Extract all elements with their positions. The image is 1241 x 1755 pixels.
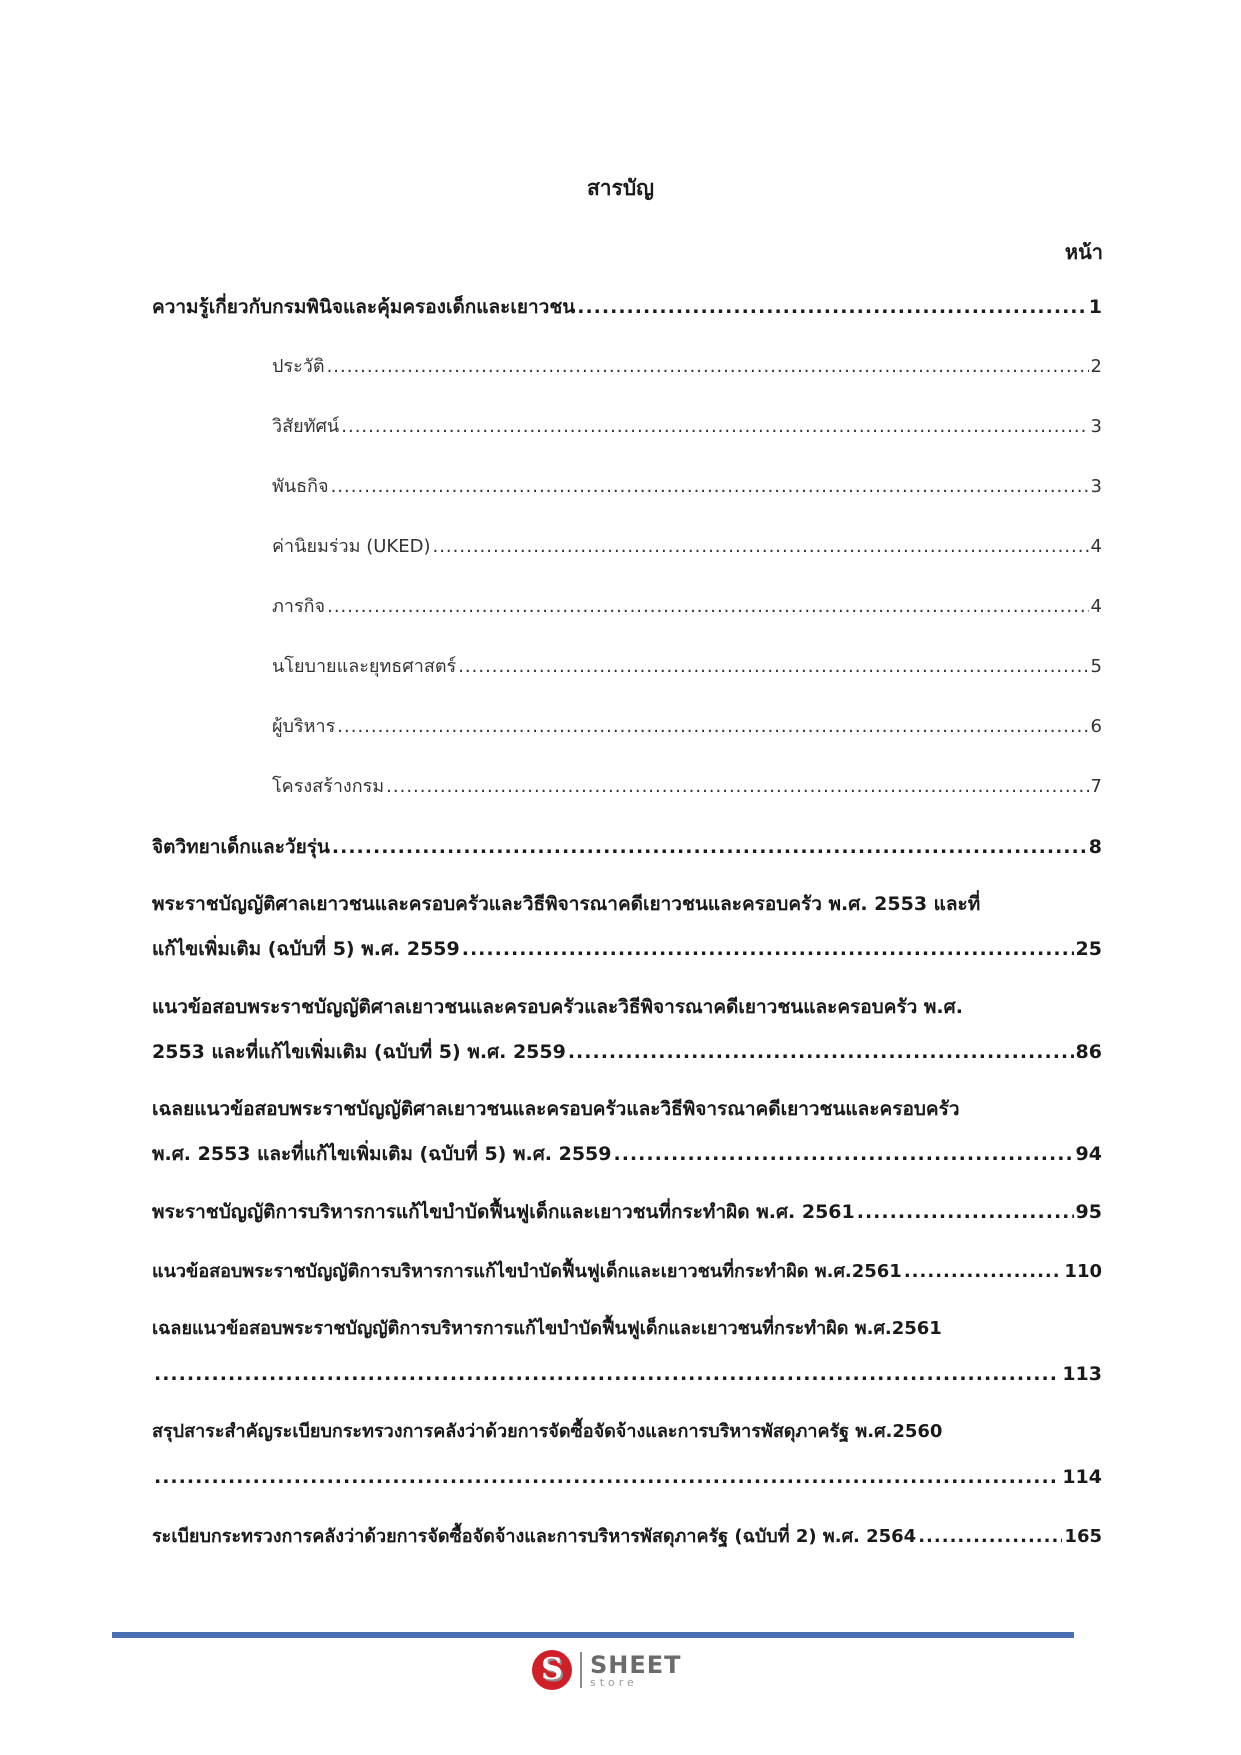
toc-entry-line1[interactable]: เฉลยแนวข้อสอบพระราชบัญญัติศาลเยาวชนและครอบครัวและวิธีพิจารณาคดีเยาวชนและครอบครัว: [152, 1098, 960, 1120]
toc-entry[interactable]: [152, 1142, 1102, 1166]
toc-entry-text: ประวัติ: [272, 356, 325, 377]
toc-entry-page: 5: [1090, 656, 1102, 677]
toc-subentry[interactable]: [272, 655, 1102, 679]
toc-entry[interactable]: [152, 1200, 1102, 1224]
logo-subword: store: [590, 1675, 638, 1689]
toc-entry[interactable]: [152, 1040, 1102, 1064]
toc-subentry[interactable]: [272, 415, 1102, 439]
toc-entry-page: 113: [1062, 1363, 1102, 1385]
toc-entry-text: นโยบายและยุทธศาสตร์: [272, 656, 457, 677]
toc-entry-text: จิตวิทยาเด็กและวัยรุ่น: [152, 836, 330, 858]
toc-entry-text: ความรู้เกี่ยวกับกรมพินิจและคุ้มครองเด็กและเยาวชน: [152, 296, 576, 318]
toc-entry-text: พันธกิจ: [272, 476, 329, 497]
dot-leader: [154, 1362, 1060, 1386]
toc-entry-page: 95: [1075, 1201, 1102, 1223]
toc-entry-line1[interactable]: เฉลยแนวข้อสอบพระราชบัญญัติการบริหารการแก้ไขบำบัดฟื้นฟูเด็กและเยาวชนที่กระทำผิด พ.ศ.2561: [152, 1318, 942, 1339]
toc-entry-page: 165: [1064, 1526, 1102, 1547]
dot-leader: [857, 1200, 1074, 1224]
dot-leader: [327, 595, 1088, 619]
toc-subentry[interactable]: [272, 595, 1102, 619]
logo-word: SHEET: [590, 1650, 682, 1679]
toc-entry-line1[interactable]: แนวข้อสอบพระราชบัญญัติศาลเยาวชนและครอบครัวและวิธีพิจารณาคดีเยาวชนและครอบครัว พ.ศ.: [152, 996, 963, 1018]
toc-entry-line1[interactable]: สรุปสาระสำคัญระเบียบกระทรวงการคลังว่าด้วยการจัดซื้อจัดจ้างและการบริหารพัสดุภาครัฐ พ.ศ.2560: [152, 1421, 943, 1442]
toc-entry-page: 94: [1075, 1143, 1102, 1165]
toc-entry-text: พระราชบัญญัติการบริหารการแก้ไขบำบัดฟื้นฟูเด็กและเยาวชนที่กระทำผิด พ.ศ. 2561: [152, 1201, 855, 1223]
toc-entry[interactable]: [152, 937, 1102, 961]
toc-subentry[interactable]: [272, 355, 1102, 379]
toc-subentry[interactable]: [272, 775, 1102, 799]
toc-entry-page: 3: [1090, 476, 1102, 497]
toc-entry-text: ค่านิยมร่วม (UKED): [272, 536, 431, 557]
toc-title: สารบัญ: [586, 176, 655, 200]
dot-leader: [331, 475, 1089, 499]
toc-subentry[interactable]: [272, 475, 1102, 499]
dot-leader: [458, 655, 1088, 679]
dot-leader: [613, 1142, 1073, 1166]
toc-entry-page: 4: [1090, 596, 1102, 617]
toc-entry-page: 3: [1090, 416, 1102, 437]
toc-entry-page: 110: [1064, 1261, 1102, 1282]
toc-entry[interactable]: [152, 295, 1102, 319]
logo-divider: [580, 1652, 582, 1688]
toc-entry-text: 2553 และที่แก้ไขเพิ่มเติม (ฉบับที่ 5) พ.ศ. 2559: [152, 1041, 566, 1063]
toc-entry-page: 114: [1062, 1466, 1102, 1488]
toc-entry-text: วิสัยทัศน์: [272, 416, 340, 437]
toc-entry-text: แก้ไขเพิ่มเติม (ฉบับที่ 5) พ.ศ. 2559: [152, 938, 460, 960]
dot-leader: [332, 835, 1087, 859]
toc-entry-text: ระเบียบกระทรวงการคลังว่าด้วยการจัดซื้อจัดจ้างและการบริหารพัสดุภาครัฐ (ฉบับที่ 2) พ.ศ. 2564: [152, 1526, 917, 1547]
footer-rule: [112, 1632, 1074, 1638]
logo-s-icon: S: [532, 1650, 572, 1690]
toc-entry[interactable]: [152, 1525, 1102, 1549]
page-column-label: หน้า: [1064, 240, 1103, 264]
toc-entry-page: 86: [1075, 1041, 1102, 1063]
toc-entry[interactable]: [152, 1260, 1102, 1284]
toc-entry-page: 6: [1090, 716, 1102, 737]
toc-entry-text: แนวข้อสอบพระราชบัญญัติการบริหารการแก้ไขบำบัดฟื้นฟูเด็กและเยาวชนที่กระทำผิด พ.ศ.2561: [152, 1261, 902, 1282]
toc-entry-text: พ.ศ. 2553 และที่แก้ไขเพิ่มเติม (ฉบับที่ 5) พ.ศ. 2559: [152, 1143, 612, 1165]
toc-entry-page: 25: [1075, 938, 1102, 960]
dot-leader: [904, 1260, 1063, 1284]
toc-entry-text: ภารกิจ: [272, 596, 326, 617]
toc-entry-page: 8: [1088, 836, 1102, 858]
toc-subentry[interactable]: [272, 715, 1102, 739]
dot-leader: [568, 1040, 1074, 1064]
toc-entry[interactable]: [152, 1465, 1102, 1489]
dot-leader: [432, 535, 1088, 559]
dot-leader: [341, 415, 1088, 439]
toc-entry[interactable]: [152, 1362, 1102, 1386]
dot-leader: [154, 1465, 1060, 1489]
toc-entry-line1[interactable]: พระราชบัญญัติศาลเยาวชนและครอบครัวและวิธีพิจารณาคดีเยาวชนและครอบครัว พ.ศ. 2553 และที่: [152, 893, 981, 915]
toc-entry[interactable]: [152, 835, 1102, 859]
toc-entry-text: โครงสร้างกรม: [272, 776, 385, 797]
toc-subentry[interactable]: [272, 535, 1102, 559]
toc-entry-page: 1: [1088, 296, 1102, 318]
dot-leader: [462, 937, 1074, 961]
toc-entry-page: 7: [1090, 776, 1102, 797]
dot-leader: [918, 1525, 1062, 1549]
toc-entry-page: 2: [1090, 356, 1102, 377]
dot-leader: [337, 715, 1088, 739]
dot-leader: [386, 775, 1088, 799]
dot-leader: [577, 295, 1087, 319]
sheet-store-logo: [532, 1650, 682, 1690]
toc-entry-page: 4: [1090, 536, 1102, 557]
dot-leader: [327, 355, 1089, 379]
toc-entry-text: ผู้บริหาร: [272, 716, 336, 737]
